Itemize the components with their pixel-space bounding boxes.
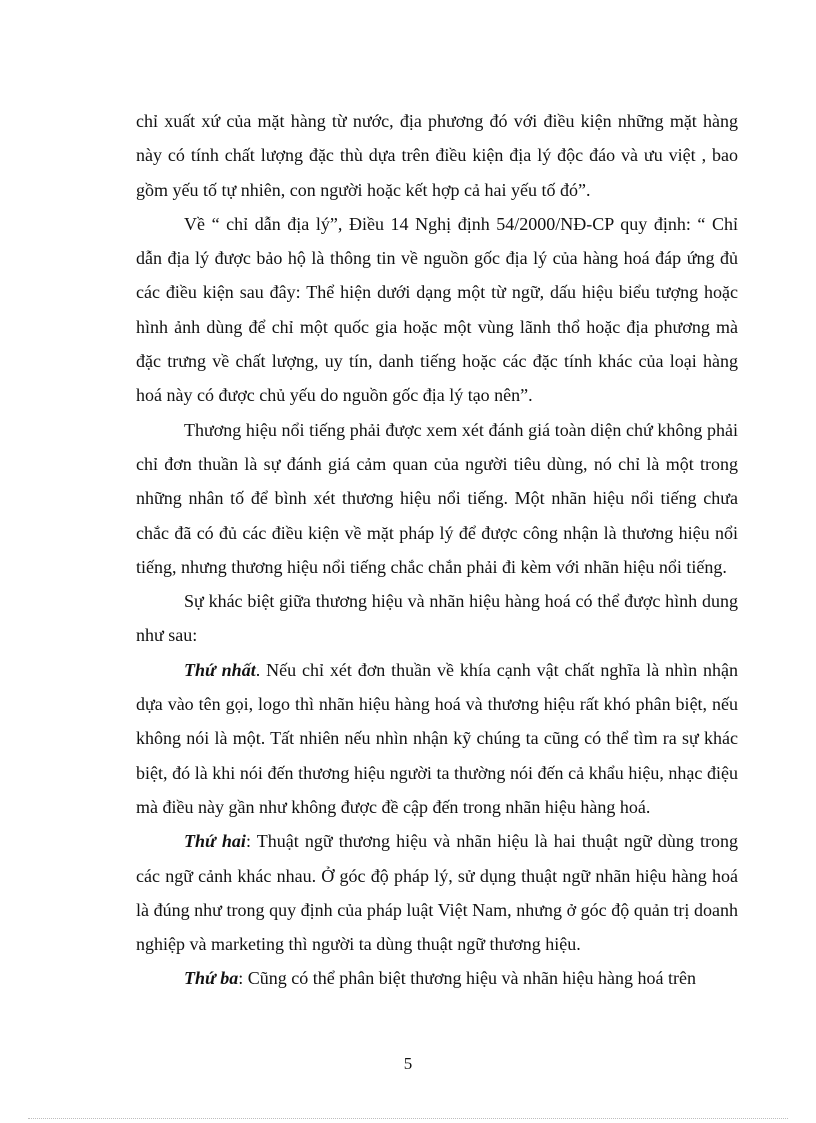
- paragraph-text: chỉ xuất xứ của mặt hàng từ nước, địa phương đó với điều kiện những mặt hàng này có tính chất lượng đặc thù dựa trên điều kiện địa lý độc đáo và ưu việt , bao gồm yếu tố tự nhiên, con người hoặc kết hợp cả hai yếu tố đó”.: [136, 111, 738, 200]
- page-number: 5: [403, 1054, 413, 1073]
- page-edge-divider: [28, 1118, 788, 1119]
- paragraph-text: : Thuật ngữ thương hiệu và nhãn hiệu là hai thuật ngữ dùng trong các ngữ cảnh khác nhau. Ở góc độ pháp lý, sử dụng thuật ngữ nhãn hiệu hàng hoá là đúng như trong quy định của pháp luật Việt Nam, nhưng ở góc độ quản trị doanh nghiệp và marketing thì người ta dùng thuật ngữ thương hiệu.: [136, 831, 738, 955]
- paragraph-second-point: [136, 824, 738, 961]
- paragraph-differences-intro: [136, 584, 738, 653]
- paragraph-geographical-indication: [136, 207, 738, 413]
- paragraph-text: Sự khác biệt giữa thương hiệu và nhãn hiệu hàng hoá có thể được hình dung như sau:: [136, 591, 738, 646]
- paragraph-third-point: [136, 961, 738, 995]
- body-text: [136, 104, 738, 996]
- paragraph-continuation: [136, 104, 738, 207]
- paragraph-text: Thương hiệu nổi tiếng phải được xem xét đánh giá toàn diện chứ không phải chỉ đơn thuần là sự đánh giá cảm quan của người tiêu dùng, nó chỉ là một trong những nhân tố để bình xét thương hiệu nổi tiếng. Một nhãn hiệu nổi tiếng chưa chắc đã có đủ các điều kiện về mặt pháp lý để được công nhận là thương hiệu nổi tiếng, nhưng thương hiệu nổi tiếng chắc chắn phải đi kèm với nhãn hiệu nổi tiếng.: [136, 419, 738, 577]
- paragraph-lead: Thứ ba: [184, 968, 239, 989]
- paragraph-lead: Thứ hai: [184, 831, 246, 852]
- paragraph-first-point: [136, 653, 738, 824]
- paragraph-text: . Nếu chỉ xét đơn thuần về khía cạnh vật chất nghĩa là nhìn nhận dựa vào tên gọi, logo thì nhãn hiệu hàng hoá và thương hiệu rất khó phân biệt, nếu không nói là một. Tất nhiên nếu nhìn nhận kỹ chúng ta cũng có thể tìm ra sự khác biệt, đó là khi nói đến thương hiệu người ta thường nói đến cả khẩu hiệu, nhạc điệu mà điều này gần như không được đề cập đến trong nhãn hiệu hàng hoá.: [136, 659, 738, 817]
- paragraph-text: : Cũng có thể phân biệt thương hiệu và nhãn hiệu hàng hoá trên: [238, 968, 696, 989]
- paragraph-famous-brand: [136, 413, 738, 584]
- paragraph-lead: Thứ nhất: [184, 659, 256, 680]
- paragraph-text: Về “ chỉ dẫn địa lý”, Điều 14 Nghị định 54/2000/NĐ-CP quy định: “ Chỉ dẫn địa lý được bảo hộ là thông tin về nguồn gốc địa lý của hàng hoá đáp ứng đủ các điều kiện sau đây: Thể hiện dưới dạng một từ ngữ, dấu hiệu biểu tượng hoặc hình ảnh dùng để chỉ một quốc gia hoặc một vùng lãnh thổ hoặc địa phương mà đặc trưng về chất lượng, uy tín, danh tiếng hoặc các đặc tính khác của loại hàng hoá này có được chủ yếu do nguồn gốc địa lý tạo nên”.: [136, 213, 738, 406]
